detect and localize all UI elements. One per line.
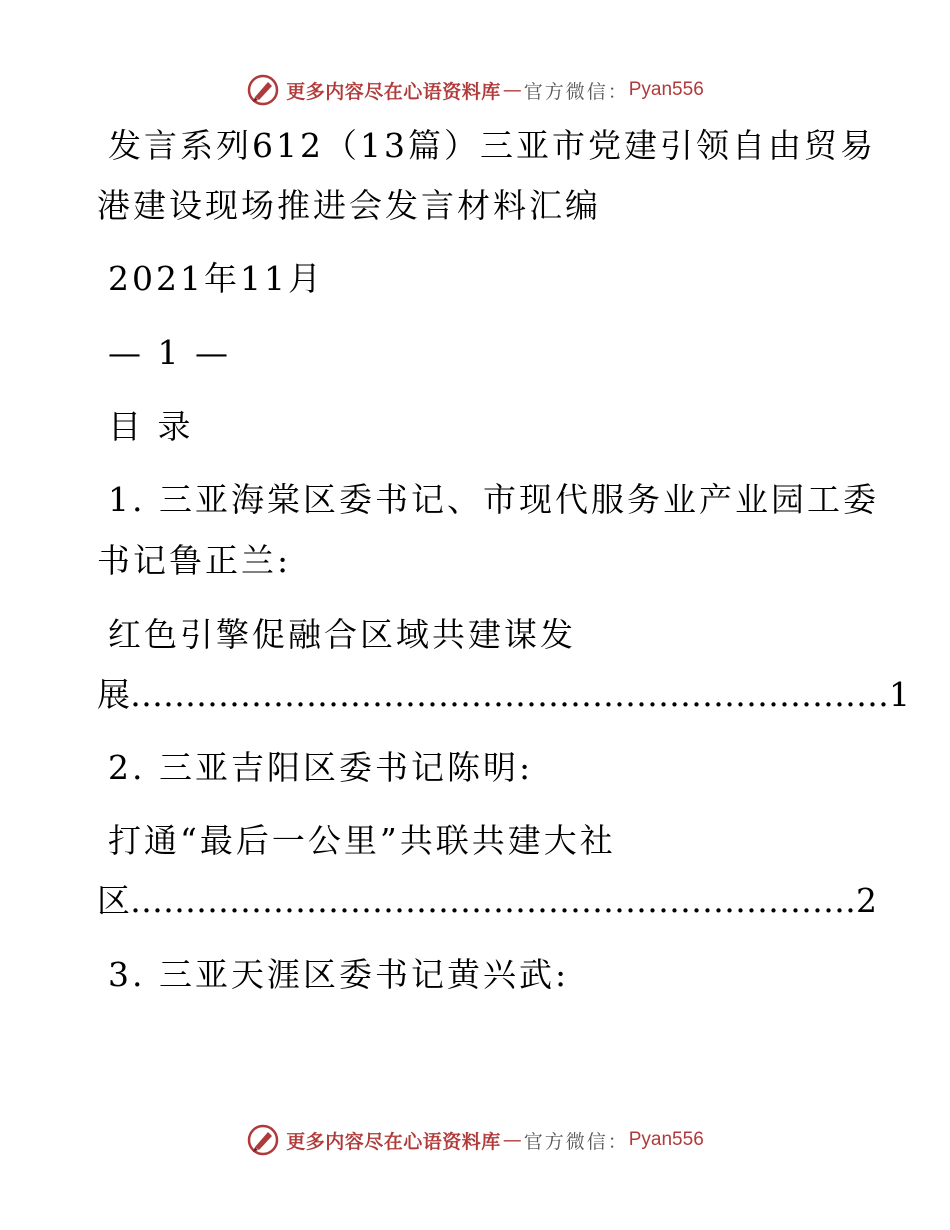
footer-watermark xyxy=(0,1120,950,1160)
toc-item-1-speaker-line1: 1. 三亚海棠区委书记、市现代服务业产业园工委 xyxy=(108,480,879,519)
header-watermark xyxy=(0,70,950,110)
doc-title-line1: 发言系列612（13篇）三亚市党建引领自由贸易 xyxy=(108,126,876,165)
logo-icon xyxy=(246,1123,280,1157)
watermark-site: 更多内容尽在心语资料库 xyxy=(286,1130,501,1153)
toc-item-1-title-line2: 展……………………………………………………………1 xyxy=(97,675,910,714)
toc-item-1-title-line1: 红色引擎促融合区域共建谋发 xyxy=(108,615,576,654)
toc-item-2-speaker-line1: 2. 三亚吉阳区委书记陈明: xyxy=(108,748,534,787)
doc-title-line2: 港建设现场推进会发言材料汇编 xyxy=(97,186,601,225)
watermark-site: 更多内容尽在心语资料库 xyxy=(286,80,501,103)
watermark-label: 官方微信： xyxy=(523,80,629,103)
page-number: — 1 — xyxy=(108,333,231,372)
toc-item-3-speaker-line1: 3. 三亚天涯区委书记黄兴武: xyxy=(108,955,570,994)
toc-item-2-title-line2: 区…………………………………………………………2 xyxy=(97,881,877,920)
toc-item-1-speaker-line2: 书记鲁正兰: xyxy=(97,541,292,580)
watermark-id: Pyan556 xyxy=(628,1129,704,1150)
watermark-id: Pyan556 xyxy=(628,79,704,100)
watermark-label: 官方微信： xyxy=(523,1130,629,1153)
watermark-separator: — xyxy=(502,79,522,101)
watermark-separator: — xyxy=(502,1129,522,1151)
toc-heading: 目 录 xyxy=(108,407,194,446)
toc-item-2-title-line1: 打通“最后一公里”共联共建大社 xyxy=(108,821,616,860)
logo-icon xyxy=(246,73,280,107)
doc-date: 2021年11月 xyxy=(108,259,324,298)
